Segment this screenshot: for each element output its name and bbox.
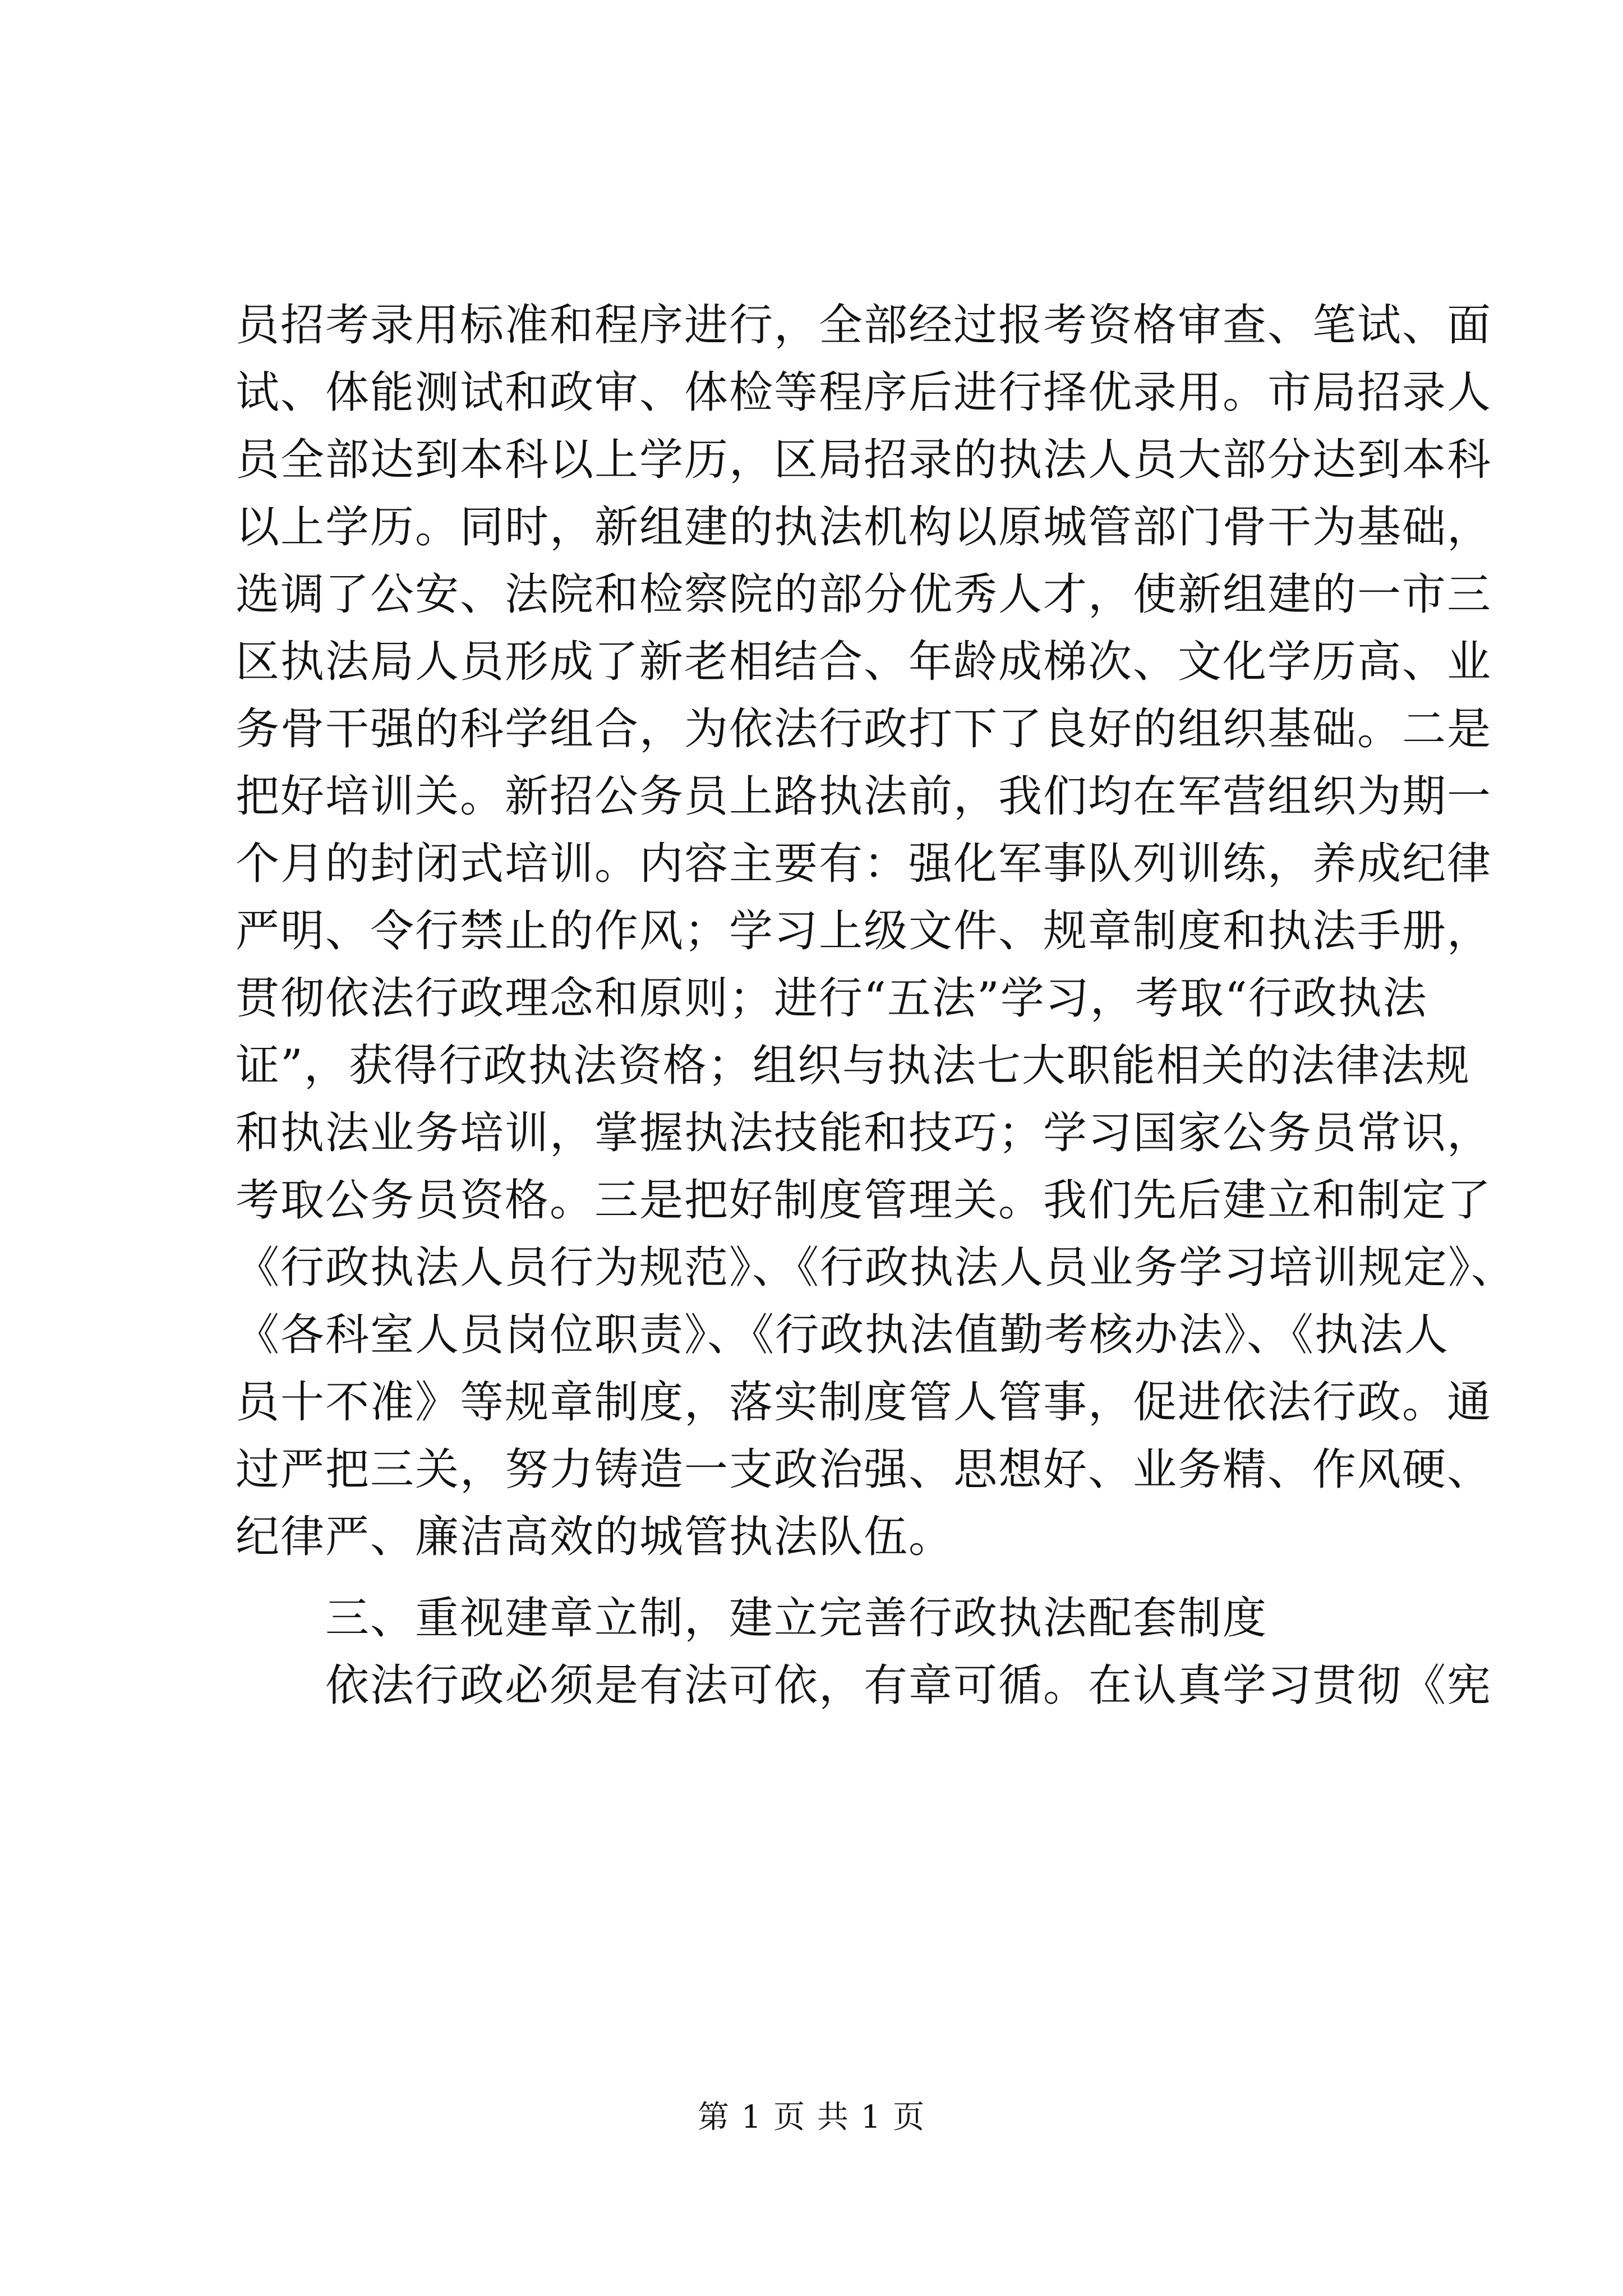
text-line-2: 试、体能测试和政审、体检等程序后进行择优录用。市局招录人 [236, 367, 1492, 418]
paragraph-spacer [236, 1571, 1469, 1585]
text-line-5: 选调了公安、法院和检察院的部分优秀人才，使新组建的一市三 [236, 569, 1492, 620]
text-line-17: 员十不准》等规章制度，落实制度管人管事，促进依法行政。通 [236, 1377, 1492, 1428]
text-line-6: 区执法局人员形成了新老相结合、年龄成梯次、文化学历高、业 [236, 637, 1492, 687]
text-line-7: 务骨干强的科学组合，为依法行政打下了良好的组织基础。二是 [236, 704, 1492, 754]
text-line-15: 《行政执法人员行为规范》、《行政执法人员业务学习培训规定》、 [236, 1243, 1516, 1293]
text-line-1: 员招考录用标准和程序进行，全部经过报考资格审查、笔试、面 [236, 300, 1492, 351]
text-line-18: 过严把三关，努力铸造一支政治强、思想好、业务精、作风硬、 [236, 1444, 1492, 1495]
text-line-16: 《各科室人员岗位职责》、《行政执法值勤考核办法》、《执法人 [236, 1310, 1450, 1360]
text-line-9: 个月的封闭式培训。内容主要有：强化军事队列训练，养成纪律 [236, 839, 1492, 889]
text-line-3: 员全部达到本科以上学历，区局招录的执法人员大部分达到本科 [236, 435, 1492, 485]
text-line-10: 严明、令行禁止的作风；学习上级文件、规章制度和执法手册， [236, 906, 1492, 956]
page-footer: 第 1 页 共 1 页 [697, 2099, 926, 2136]
text-line-19: 纪律严、廉洁高效的城管执法队伍。 [236, 1512, 954, 1562]
text-line-8: 把好培训关。新招公务员上路执法前，我们均在军营组织为期一 [236, 771, 1492, 822]
text-line-14: 考取公务员资格。三是把好制度管理关。我们先后建立和制定了 [236, 1175, 1492, 1226]
text-line-4: 以上学历。同时，新组建的执法机构以原城管部门骨干为基础， [236, 502, 1492, 553]
section-heading: 三、重视建章立制，建立完善行政执法配套制度 [325, 1593, 1268, 1644]
text-line-11: 贯彻依法行政理念和原则；进行“五法”学习，考取“行政执法 [236, 973, 1428, 1024]
document-body [236, 292, 1516, 1719]
paragraph-first-line: 依法行政必须是有法可依，有章可循。在认真学习贯彻《宪 [325, 1660, 1492, 1711]
text-line-13: 和执法业务培训，掌握执法技能和技巧；学习国家公务员常识， [236, 1108, 1492, 1158]
text-line-12: 证”，获得行政执法资格；组织与执法七大职能相关的法律法规 [236, 1041, 1470, 1091]
